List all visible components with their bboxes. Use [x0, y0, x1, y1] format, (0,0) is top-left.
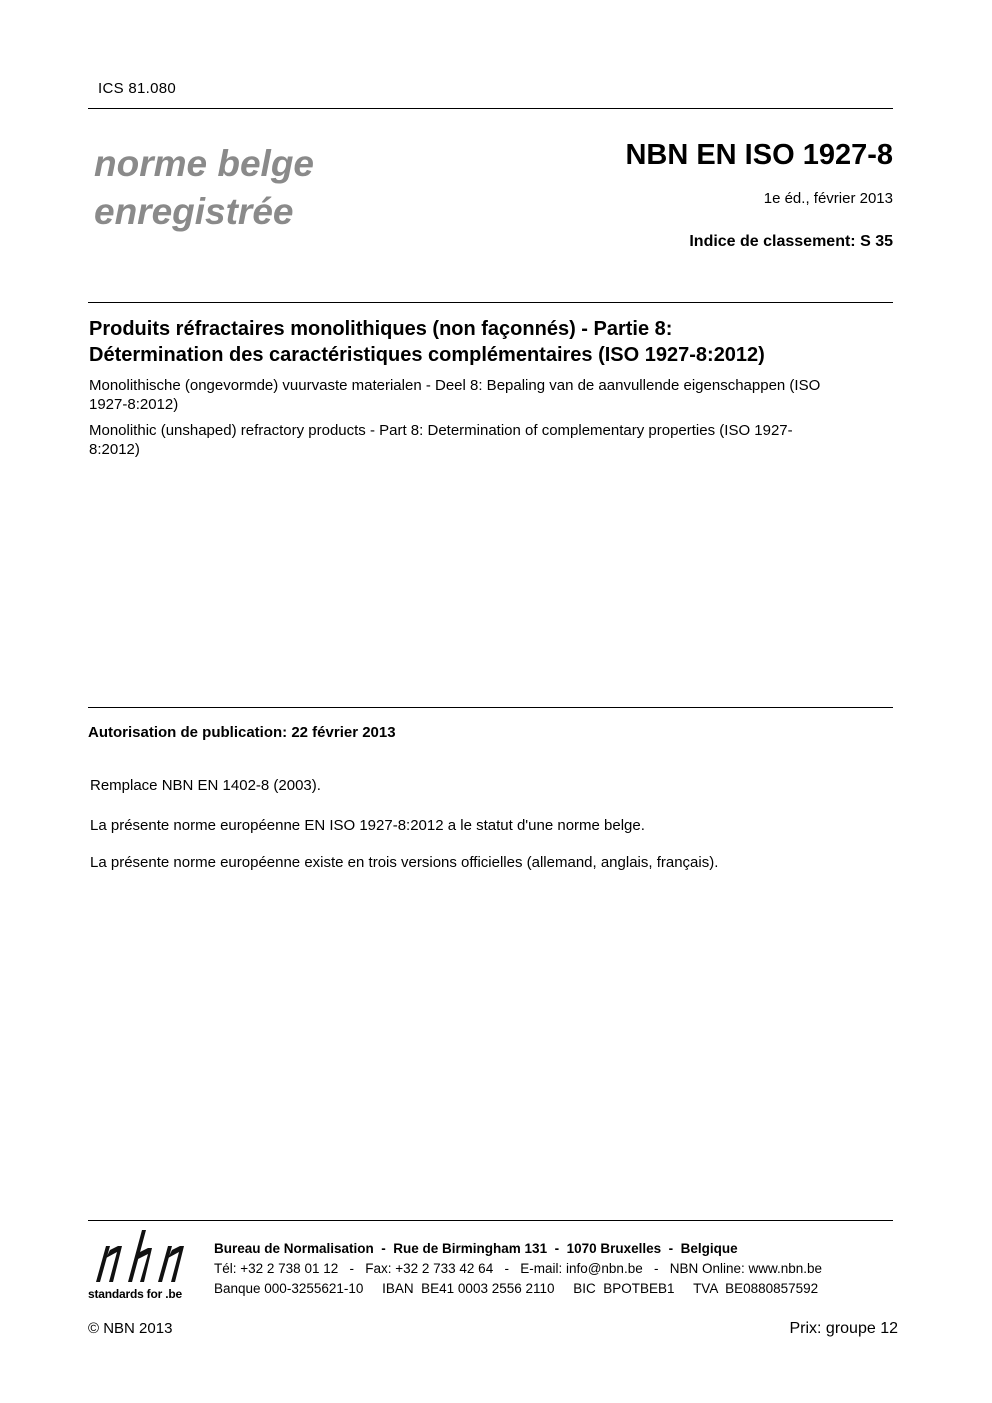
brand-title [94, 140, 314, 236]
note-versions: La présente norme européenne existe en trois versions officielles (allemand, anglais, français). [90, 854, 719, 871]
title-english [89, 421, 884, 459]
title-english-line-2: 8:2012) [89, 441, 140, 458]
footer-bank: Banque 000-3255621-10 IBAN BE41 0003 2556 2110 BIC BPOTBEB1 TVA BE0880857592 [214, 1281, 819, 1296]
title-french [89, 316, 894, 368]
note-status: La présente norme européenne EN ISO 1927-8:2012 a le statut d'une norme belge. [90, 817, 645, 834]
standard-number: NBN EN ISO 1927-8 [625, 139, 893, 171]
logo-tagline: standards for .be [88, 1287, 182, 1301]
footer-divider [88, 1220, 893, 1221]
publication-authorisation: Autorisation de publication: 22 février 2013 [88, 724, 396, 741]
note-replaces: Remplace NBN EN 1402-8 (2003). [90, 777, 321, 794]
title-dutch-line-2: 1927-8:2012) [89, 396, 179, 413]
nbn-logo-mark [88, 1228, 200, 1286]
title-divider [88, 302, 893, 303]
title-french-line-2: Détermination des caractéristiques complémentaires (ISO 1927-8:2012) [89, 344, 765, 366]
top-divider [88, 108, 893, 109]
logo-text: nbn [88, 1228, 90, 1229]
footer-address: Bureau de Normalisation - Rue de Birmingham 131 - 1070 Bruxelles - Belgique [214, 1241, 738, 1256]
copyright: © NBN 2013 [88, 1320, 173, 1337]
footer-contact: Tél: +32 2 738 01 12 - Fax: +32 2 733 42 64 - E-mail: info@nbn.be - NBN Online: www.nbn.be [214, 1261, 823, 1276]
ics-code: ICS 81.080 [98, 80, 177, 97]
brand-line-1: norme belge [94, 143, 314, 184]
price-group: Prix: groupe 12 [789, 1320, 898, 1337]
title-english-line-1: Monolithic (unshaped) refractory products - Part 8: Determination of complementary properties (ISO 1927- [89, 422, 793, 439]
brand-line-2: enregistrée [94, 191, 294, 232]
publication-divider [88, 707, 893, 708]
title-dutch-line-1: Monolithische (ongevormde) vuurvaste materialen - Deel 8: Bepaling van de aanvullende eigenschappen (ISO [89, 377, 821, 394]
classification-index: Indice de classement: S 35 [689, 233, 893, 250]
nbn-logo [88, 1228, 200, 1306]
title-french-line-1: Produits réfractaires monolithiques (non façonnés) - Partie 8: [89, 318, 673, 340]
title-dutch [89, 376, 894, 414]
edition-date: 1e éd., février 2013 [763, 190, 893, 207]
